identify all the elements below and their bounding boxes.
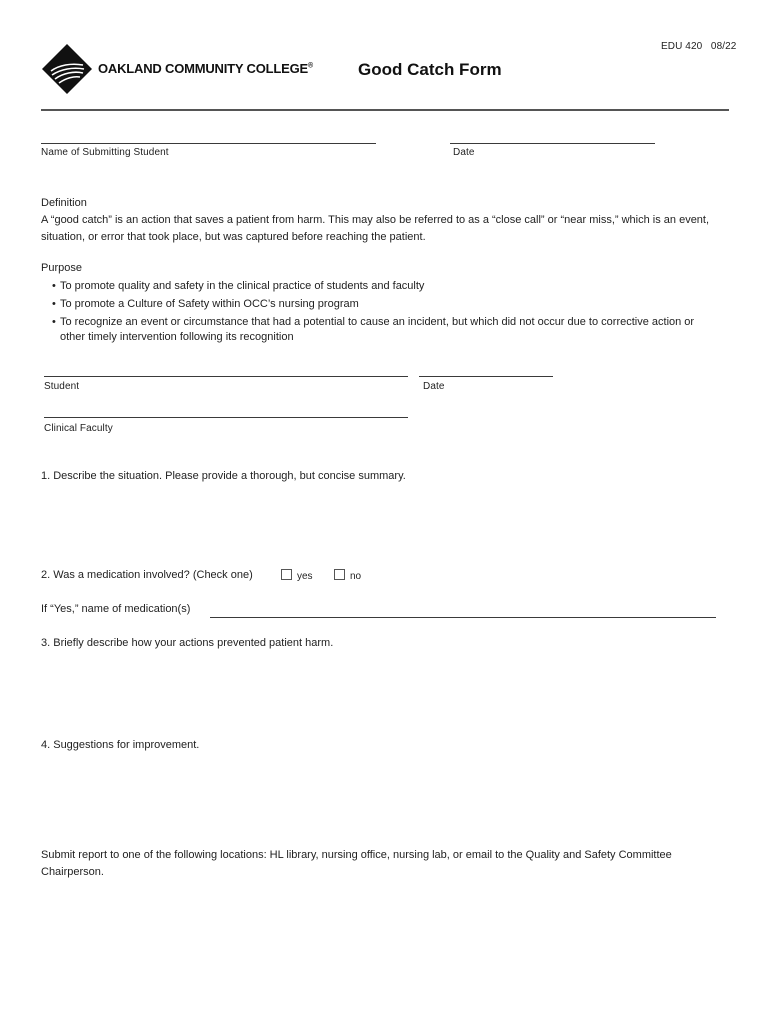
medication-name-field[interactable] (210, 617, 716, 618)
purpose-list (41, 279, 721, 348)
question-4: 4. Suggestions for improvement. (41, 739, 200, 751)
question-2: 2. Was a medication involved? (Check one) (41, 569, 253, 581)
question-3: 3. Briefly describe how your actions prevented patient harm. (41, 637, 334, 649)
definition-heading: Definition (41, 197, 87, 209)
submitting-student-field[interactable] (41, 143, 376, 144)
yes-label: yes (297, 571, 313, 582)
college-name-text: OAKLAND COMMUNITY COLLEGE (98, 61, 308, 76)
question-1: 1. Describe the situation. Please provide a thorough, but concise summary. (41, 470, 406, 482)
form-code: EDU 420 08/22 (661, 41, 737, 52)
purpose-item: • To promote a Culture of Safety within OCC’s nursing program (41, 297, 721, 312)
no-label: no (350, 571, 362, 582)
student-signature-label: Student (44, 381, 80, 392)
registered-mark: ® (307, 62, 313, 70)
faculty-signature-field[interactable] (44, 417, 408, 418)
no-checkbox[interactable] (334, 569, 345, 580)
purpose-heading: Purpose (41, 262, 82, 274)
submission-date-field[interactable] (450, 143, 655, 144)
medication-yes-option[interactable] (281, 569, 313, 582)
signature-date-label: Date (423, 381, 445, 392)
purpose-item: • To recognize an event or circumstance that had a potential to cause an incident, but which did not occur due to corrective action or other timely intervention following its recognition (41, 315, 720, 345)
purpose-item: • To promote quality and safety in the clinical practice of students and faculty (41, 279, 721, 294)
college-logo-icon (41, 43, 93, 95)
submission-date-label: Date (453, 147, 475, 158)
medication-no-option[interactable] (334, 569, 361, 582)
page-title: Good Catch Form (358, 60, 502, 79)
signature-date-field[interactable] (419, 376, 553, 377)
student-signature-field[interactable] (44, 376, 408, 377)
definition-text: A “good catch” is an action that saves a patient from harm. This may also be referred to as a “close call” or “near miss,” which is an event, situation, or error that took place, but was captured before reaching the patient. (41, 214, 710, 243)
yes-checkbox[interactable] (281, 569, 292, 580)
college-name (98, 61, 313, 76)
faculty-signature-label: Clinical Faculty (44, 423, 113, 434)
header-divider (41, 109, 729, 111)
submitting-student-label: Name of Submitting Student (41, 147, 169, 158)
submit-instructions: Submit report to one of the following locations: HL library, nursing office, nursing lab, or email to the Quality and Safety Committee Chairperson. (41, 849, 672, 878)
medication-name-label: If “Yes,” name of medication(s) (41, 603, 191, 615)
